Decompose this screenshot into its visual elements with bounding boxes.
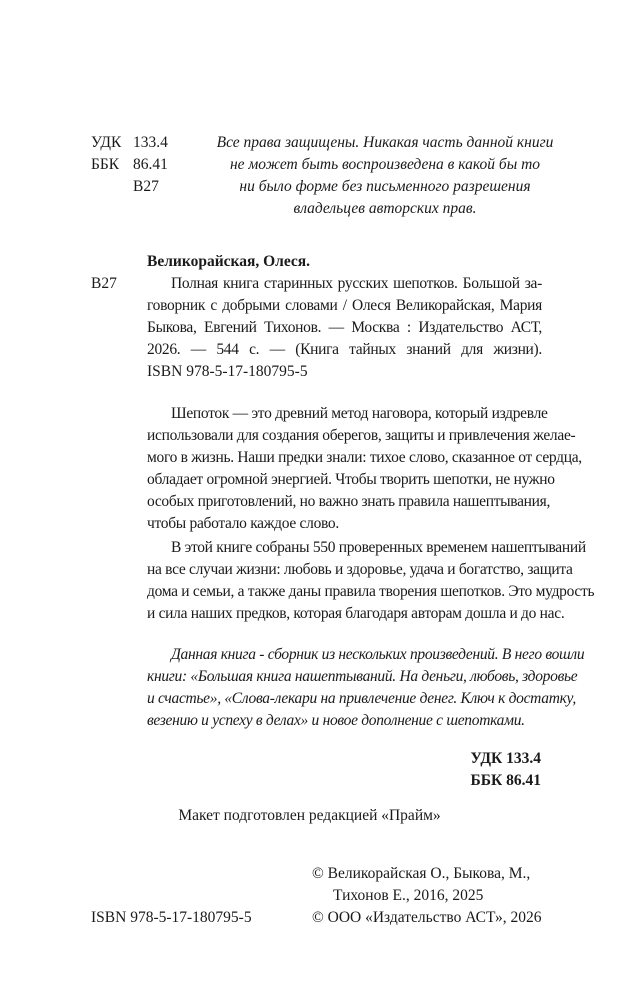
entry-code: В27 — [91, 275, 117, 292]
annotation-line: дома и семьи, а также даны правила творения шепотков. Это мудрость — [147, 583, 595, 600]
annotation-line: чтобы работало каждое слово. — [147, 515, 339, 532]
annotation-line: и сила наших предков, которая благодаря авторам дошла и до нас. — [147, 605, 565, 622]
annotation-line: Шепоток — это древний метод наговора, который издревле — [171, 405, 548, 422]
annotation-line: особых приготовлений, но важно знать правила нашептывания, — [147, 493, 551, 510]
compilation-line: Данная книга - сборник из нескольких произведений. В него вошли — [171, 646, 585, 663]
rights-line: не может быть воспроизведена в какой бы то — [229, 156, 541, 173]
annotation-line: мого в жизнь. Наши предки знали: тихое слово, сказанное от сердца, — [147, 449, 582, 466]
bib-line: Полная книга старинных русских шепотков. Большой за- — [171, 275, 542, 292]
author-heading: Великорайская, Олеся. — [147, 253, 311, 270]
bib-line: Быкова, Евгений Тихонов. — Москва : Издательство АСТ, — [147, 319, 542, 336]
bib-line: 2026. — 544 с. — (Книга тайных знаний для жизни). — [147, 341, 542, 358]
rights-line: ни было форме без письменного разрешения — [239, 178, 531, 195]
udk-value: 133.4 — [133, 134, 168, 151]
isbn: ISBN 978-5-17-180795-5 — [147, 363, 308, 380]
layout-note: Макет подготовлен редакцией «Прайм» — [178, 807, 441, 824]
isbn-bottom: ISBN 978-5-17-180795-5 — [91, 909, 252, 926]
annotation-line: использовали для создания оберегов, защиты и привлечения желае- — [147, 427, 576, 444]
author-code: В27 — [133, 178, 159, 195]
bib-line: говорник с добрыми словами / Олеся Великорайская, Мария — [147, 297, 542, 314]
udk-label: УДК — [91, 134, 122, 151]
udk-bold: УДК 133.4 — [470, 750, 541, 767]
bbk-value: 86.41 — [133, 156, 168, 173]
bbk-label: ББК — [91, 156, 120, 173]
annotation-line: В этой книге собраны 550 проверенных временем нашептываний — [171, 539, 586, 556]
rights-line: владельцев авторских прав. — [293, 200, 477, 217]
annotation-line: обладает огромной энергией. Чтобы творить шепотки, не нужно — [147, 471, 555, 488]
annotation-line: на все случаи жизни: любовь и здоровье, удача и богатство, защита — [147, 561, 573, 578]
compilation-line: везению и успеху в делах» и новое дополнение с шепотками. — [147, 712, 525, 729]
copyright-line: © Великорайская О., Быкова, М., — [312, 865, 531, 882]
copyright-line: Тихонов Е., 2016, 2025 — [333, 887, 484, 904]
compilation-line: книги: «Большая книга нашептываний. На деньги, любовь, здоровье — [147, 668, 578, 685]
rights-line: Все права защищены. Никакая часть данной книги — [216, 134, 554, 151]
copyright-line: © ООО «Издательство АСТ», 2026 — [312, 909, 542, 926]
compilation-line: и счастье», «Слова-лекари на привлечение денег. Ключ к достатку, — [147, 690, 576, 707]
bbk-bold: ББК 86.41 — [470, 772, 541, 789]
